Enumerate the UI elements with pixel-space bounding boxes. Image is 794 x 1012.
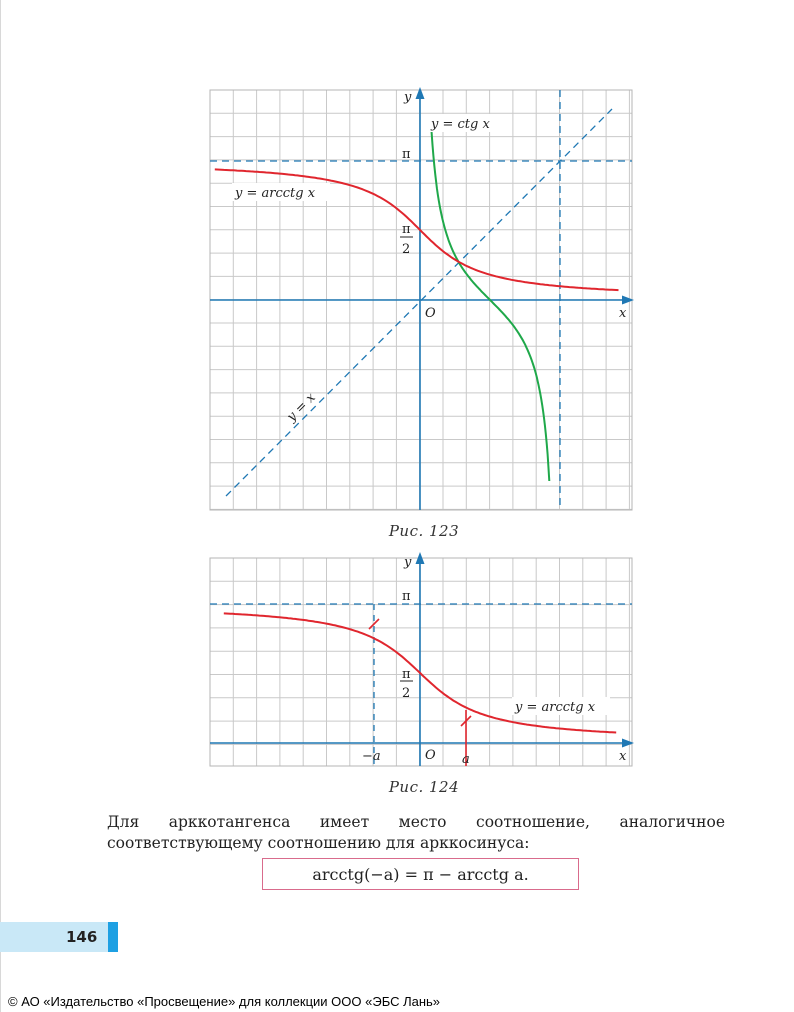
half-pi-denominator: 2 bbox=[402, 686, 411, 701]
pi-label: π bbox=[402, 589, 411, 604]
neg-a-label: −a bbox=[362, 749, 381, 764]
a-label: a bbox=[462, 752, 470, 767]
figure-123-graph bbox=[0, 80, 794, 520]
half-pi-denominator: 2 bbox=[402, 242, 411, 257]
x-axis-label: x bbox=[619, 306, 627, 321]
body-paragraph: Для арккотангенса имеет место соотношение, аналогичное соответствующему соотношению для арккосинуса: bbox=[107, 813, 725, 852]
figure-124-graph bbox=[0, 548, 794, 773]
origin-label: O bbox=[425, 748, 436, 763]
formula-box bbox=[262, 858, 579, 890]
arcctg-curve-label: y = arcctg x bbox=[235, 186, 316, 201]
half-pi-numerator: π bbox=[402, 667, 411, 682]
y-axis-label: y bbox=[404, 90, 412, 105]
x-axis-label: x bbox=[619, 749, 627, 764]
figure-124-caption: Рис. 124 bbox=[388, 778, 460, 796]
pi-label: π bbox=[402, 147, 411, 162]
copyright-notice: © АО «Издательство «Просвещение» для коллекции ООО «ЭБС Лань» bbox=[8, 994, 441, 1009]
ctg-curve-label: y = ctg x bbox=[431, 117, 490, 132]
identity-line-label: y = x bbox=[284, 390, 319, 425]
formula-text: arcctg(−a) = π − arcctg a. bbox=[312, 864, 529, 884]
y-axis-label: y bbox=[404, 555, 412, 570]
y-axis-arrow bbox=[416, 87, 425, 99]
arcctg-curve-label: y = arcctg x bbox=[515, 700, 596, 715]
figure-123-caption: Рис. 123 bbox=[388, 522, 460, 540]
identity-line-dashed bbox=[226, 109, 612, 496]
page-number-accent bbox=[108, 922, 118, 952]
half-pi-numerator: π bbox=[402, 222, 411, 237]
origin-label: O bbox=[425, 306, 436, 321]
page-number: 146 bbox=[66, 928, 98, 946]
grid bbox=[210, 558, 632, 766]
